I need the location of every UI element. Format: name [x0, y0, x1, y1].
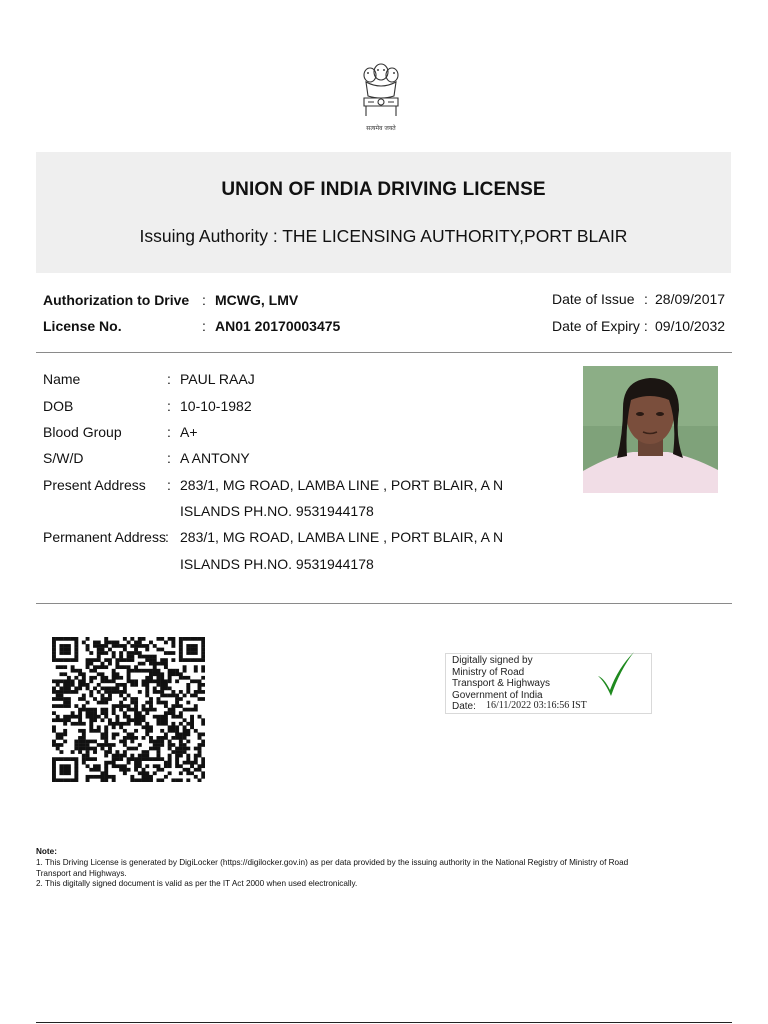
- signature-date-value: 16/11/2022 03:16:56 IST: [486, 700, 587, 711]
- swd-label: S/W/D: [43, 450, 84, 466]
- qr-code-icon: [52, 637, 205, 782]
- colon: :: [167, 371, 171, 387]
- footer-note: [36, 847, 736, 890]
- permanent-address-line2: ISLANDS PH.NO. 9531944178: [180, 556, 374, 572]
- dob-label: DOB: [43, 398, 74, 414]
- license-no-label: License No.: [43, 318, 122, 334]
- bottom-rule: [36, 1022, 732, 1023]
- divider: [36, 352, 732, 353]
- signature-line2: Ministry of Road: [452, 666, 525, 678]
- permanent-address-line1: 283/1, MG ROAD, LAMBA LINE , PORT BLAIR, A N: [180, 529, 504, 545]
- qr-code: [52, 637, 205, 782]
- emblem-motto: सत्यमेव जयते: [366, 125, 396, 132]
- name-label: Name: [43, 371, 81, 387]
- note-title: Note:: [36, 847, 57, 856]
- issuing-authority: Issuing Authority : THE LICENSING AUTHORITY,PORT BLAIR: [139, 226, 628, 246]
- header-banner: [36, 152, 731, 273]
- digital-signature-box: [445, 653, 652, 714]
- swd-value: A ANTONY: [180, 450, 250, 466]
- permanent-address-label: Permanent Address: [43, 529, 166, 545]
- colon: :: [167, 424, 171, 440]
- note-line3: 2. This digitally signed document is valid as per the IT Act 2000 when used electronically.: [36, 879, 358, 889]
- colon: :: [167, 450, 171, 466]
- signature-line4: Government of India: [452, 689, 543, 701]
- date-of-issue-value: 28/09/2017: [655, 291, 726, 307]
- document-title: UNION OF INDIA DRIVING LICENSE: [221, 179, 546, 200]
- dob-value: 10-10-1982: [180, 398, 252, 414]
- present-address-label: Present Address: [43, 477, 146, 493]
- colon: :: [202, 292, 206, 308]
- authorization-value: MCWG, LMV: [215, 292, 299, 308]
- license-no-value: AN01 20170003475: [215, 318, 341, 334]
- check-mark-icon: [596, 650, 636, 698]
- divider: [36, 603, 732, 604]
- date-of-issue-label: Date of Issue: [552, 291, 635, 307]
- colon: :: [165, 529, 169, 545]
- note-line2: Transport and Highways.: [36, 868, 127, 878]
- signature-line1: Digitally signed by: [452, 655, 533, 666]
- colon: :: [202, 318, 206, 334]
- holder-photo: [583, 366, 718, 493]
- note-line1: 1. This Driving License is generated by DigiLocker (https://digilocker.gov.in) as per data provided by the issuing authority in the National Registry of Ministry of Road: [36, 857, 629, 867]
- colon: :: [167, 477, 171, 493]
- authorization-label: Authorization to Drive: [43, 292, 190, 308]
- date-of-expiry-value: 09/10/2032: [655, 318, 726, 334]
- blood-group-label: Blood Group: [43, 424, 122, 440]
- colon: :: [167, 398, 171, 414]
- blood-group-value: A+: [180, 424, 198, 440]
- signature-line3: Transport & Highways: [452, 678, 550, 689]
- colon: :: [644, 291, 648, 307]
- national-emblem: [356, 58, 406, 138]
- signature-date-label: Date:: [452, 701, 476, 712]
- date-of-expiry-label: Date of Expiry :: [552, 318, 648, 334]
- present-address-line1: 283/1, MG ROAD, LAMBA LINE , PORT BLAIR, A N: [180, 477, 504, 493]
- name-value: PAUL RAAJ: [180, 371, 255, 387]
- present-address-line2: ISLANDS PH.NO. 9531944178: [180, 503, 374, 519]
